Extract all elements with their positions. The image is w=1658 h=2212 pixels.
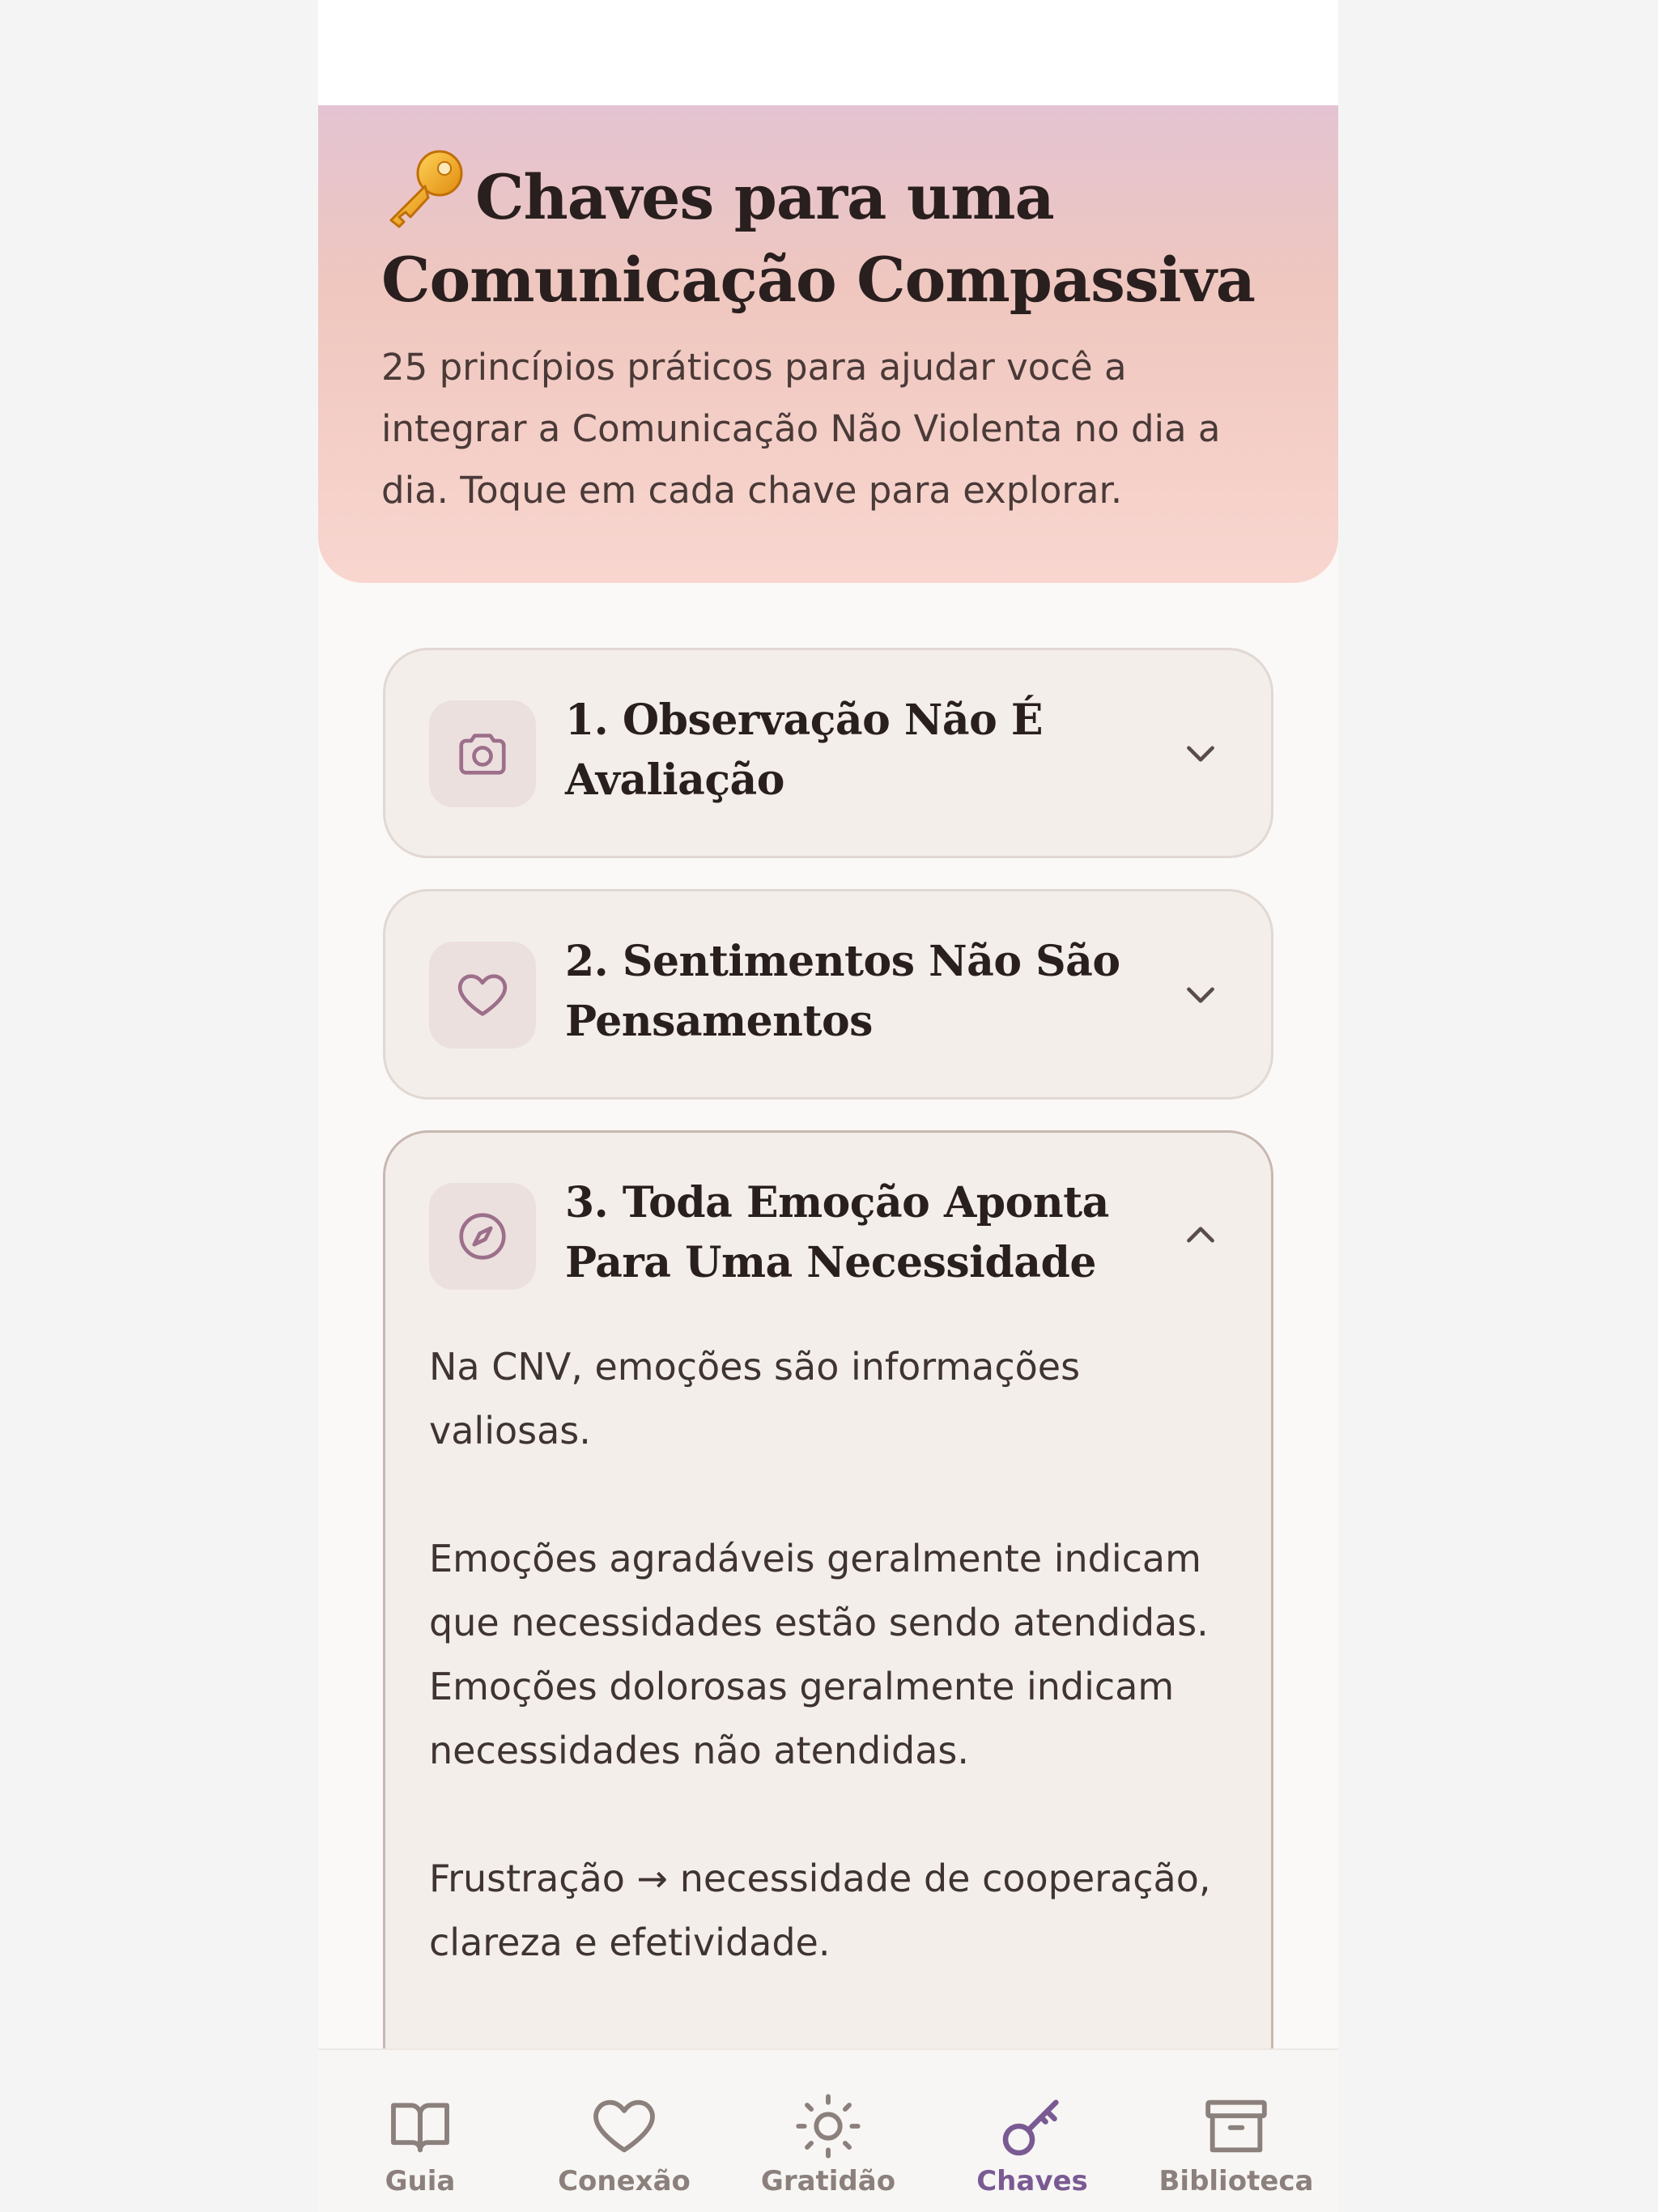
bottom-navigation (318, 2048, 1338, 2212)
page-subtitle: 25 princípios práticos para ajudar você a integrar a Comunicação Não Violenta no dia a dia. Toque em cada chave para explorar. (381, 346, 1221, 512)
phone-screen (318, 0, 1338, 2212)
card-icon-box (429, 700, 536, 807)
card-title: 1. Observação Não É Avaliação (565, 696, 1043, 805)
key-card-2[interactable] (383, 889, 1273, 1100)
chevron-up-icon[interactable] (1180, 1215, 1221, 1256)
card-body-paragraph: Frustração → necessidade de cooperação, clareza e efetividade. (429, 1857, 1211, 1964)
nav-item-chaves[interactable] (930, 2050, 1134, 2212)
chevron-down-icon[interactable] (1180, 733, 1221, 773)
nav-label: Chaves (976, 2165, 1088, 2197)
camera-icon (454, 725, 511, 782)
nav-label: Guia (385, 2165, 456, 2197)
heart-icon (454, 967, 511, 1023)
nav-label: Biblioteca (1158, 2165, 1314, 2197)
archive-icon (1201, 2091, 1272, 2162)
nav-item-guia[interactable] (318, 2050, 522, 2212)
page-header (318, 105, 1338, 583)
nav-item-biblioteca[interactable] (1134, 2050, 1338, 2212)
card-body-paragraph: Emoções agradáveis geralmente indicam que necessidades estão sendo atendidas. Emoções dolorosas geralmente indicam necessidades não atendidas. (429, 1537, 1209, 1772)
heart-icon (589, 2091, 660, 2162)
app-content (318, 105, 1338, 2197)
page-title (381, 147, 1288, 321)
compass-icon (454, 1208, 511, 1265)
chevron-down-icon[interactable] (1180, 974, 1221, 1015)
sun-icon (793, 2091, 864, 2162)
card-title: 3. Toda Emoção Aponta Para Uma Necessidade (565, 1178, 1109, 1287)
card-title: 2. Sentimentos Não São Pensamentos (565, 937, 1120, 1046)
card-icon-box (429, 942, 536, 1049)
nav-label: Conexão (558, 2165, 691, 2197)
book-icon (385, 2091, 456, 2162)
key-emoji-icon (381, 147, 467, 228)
key-card-3[interactable] (383, 1130, 1273, 2053)
card-body (429, 1335, 1247, 2039)
card-icon-box (429, 1183, 536, 1290)
key-icon (997, 2091, 1068, 2162)
nav-item-gratidao[interactable] (726, 2050, 930, 2212)
card-body-paragraph: Na CNV, emoções são informações valiosas. (429, 1345, 1081, 1453)
nav-label: Gratidão (760, 2165, 896, 2197)
page-title-text: Chaves para uma Comunicação Compassiva (381, 161, 1255, 316)
nav-item-conexao[interactable] (522, 2050, 726, 2212)
key-card-1[interactable] (383, 648, 1273, 858)
